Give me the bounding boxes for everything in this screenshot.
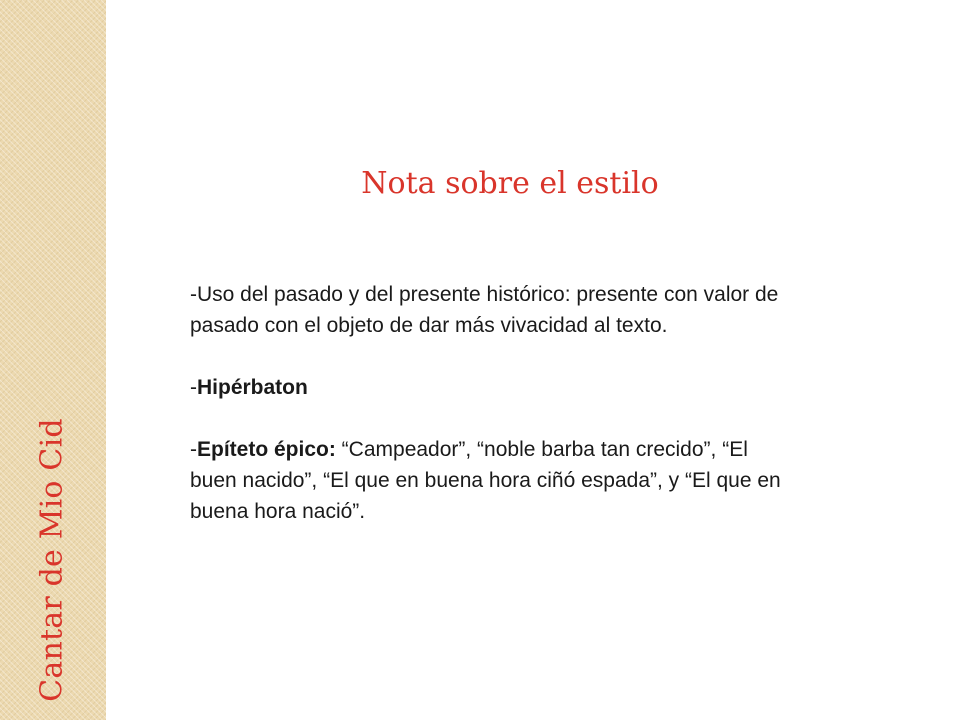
slide-content (190, 279, 790, 558)
bullet-item (190, 434, 790, 527)
sidebar-band (0, 0, 106, 720)
bullet-prefix: - (190, 438, 197, 461)
bullet-label: Epíteto épico: (197, 438, 336, 461)
sidebar-title: Cantar de Mio Cid (34, 418, 70, 702)
slide-title: Nota sobre el estilo (361, 166, 659, 201)
bullet-prefix: - (190, 283, 197, 306)
bullet-item (190, 372, 790, 403)
bullet-item (190, 279, 790, 341)
bullet-text: Uso del pasado y del presente histórico: presente con valor de pasado con el objeto de dar más vivacidad al texto. (190, 283, 779, 337)
bullet-prefix: - (190, 376, 197, 399)
bullet-text: “Campeador”, “noble barba tan crecido”, “El buen nacido”, “El que en buena hora ciñó espada”, y “El que en buena hora nació”. (190, 438, 781, 523)
bullet-label: Hipérbaton (197, 376, 308, 399)
